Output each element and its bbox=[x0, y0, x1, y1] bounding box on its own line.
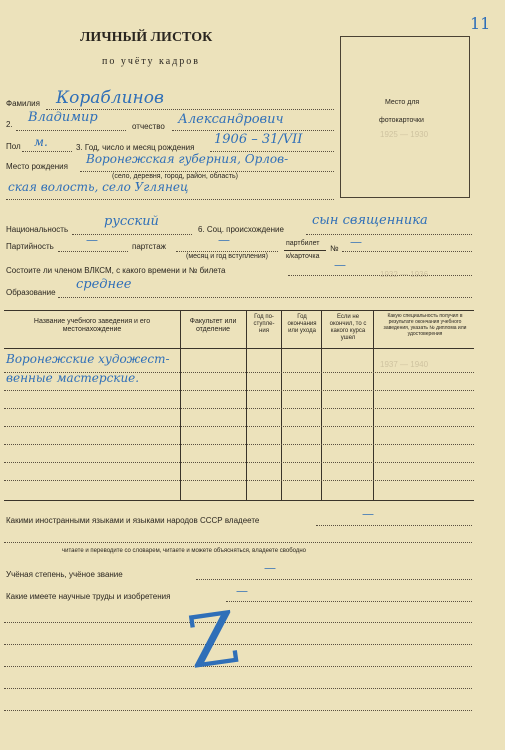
works-label: Какие имеете научные труды и изобретения bbox=[6, 592, 171, 601]
patronymic-label: отчество bbox=[132, 122, 165, 131]
table-top-border bbox=[4, 310, 474, 311]
bleed-through-text: 1932 — 1936 bbox=[380, 270, 429, 279]
bleed-through-text: 1925 — 1930 bbox=[380, 130, 429, 139]
languages-hint: читаете и переводите со словарем, читаете и можете объясняться, владеете свободно bbox=[62, 548, 306, 554]
surname-value: Кораблинов bbox=[56, 88, 164, 108]
table-cell-school-1: Воронежские художест- bbox=[6, 352, 170, 366]
party-card-label: партбилет bbox=[286, 240, 320, 247]
table-row-line bbox=[4, 444, 474, 445]
vlksm-line bbox=[288, 275, 472, 276]
sex-value: м. bbox=[34, 135, 48, 149]
photo-label: фотокарточки bbox=[379, 117, 424, 124]
degree-line bbox=[196, 579, 472, 580]
party-tenure-label: партстаж bbox=[132, 242, 167, 251]
education-value: среднее bbox=[76, 277, 132, 292]
page-number-mark: 11 bbox=[470, 14, 491, 33]
nationality-label: Национальность bbox=[6, 225, 69, 234]
table-col-divider bbox=[281, 310, 282, 500]
vlksm-value: — bbox=[334, 258, 346, 272]
table-header-year-out: Год окончания или ухода bbox=[287, 314, 317, 334]
education-line bbox=[58, 297, 472, 298]
party-value: — bbox=[86, 233, 98, 247]
cancel-flourish: Z bbox=[182, 594, 244, 686]
languages-label: Какими иностранными языками и языками народов СССР владеете bbox=[6, 516, 260, 525]
table-header-faculty: Факультет или отделение bbox=[189, 318, 237, 333]
works-line-2 bbox=[4, 622, 472, 623]
table-cell-school-2: венные мастерские. bbox=[6, 371, 140, 385]
surname-label: Фамилия bbox=[6, 99, 40, 108]
form-subtitle: по учёту кадров bbox=[102, 56, 201, 67]
degree-label: Учёная степень, учёное звание bbox=[6, 570, 123, 579]
table-header-border bbox=[4, 348, 474, 349]
patronymic-line bbox=[172, 130, 334, 131]
table-col-divider bbox=[373, 310, 374, 500]
party-card-number-sign: № bbox=[330, 244, 339, 253]
party-label: Партийность bbox=[6, 242, 54, 251]
works-line bbox=[226, 601, 472, 602]
table-bottom-border bbox=[4, 500, 474, 501]
table-row-line bbox=[4, 462, 474, 463]
works-line-6 bbox=[4, 710, 472, 711]
table-row-line bbox=[4, 390, 474, 391]
bleed-through-text: 1937 — 1940 bbox=[380, 360, 429, 369]
party-tenure-value: — bbox=[218, 233, 230, 247]
vlksm-label: Состоите ли членом ВЛКСМ, с какого времени и № билета bbox=[6, 266, 226, 275]
sex-label: Пол bbox=[6, 142, 21, 151]
party-card-divider bbox=[284, 250, 326, 251]
party-tenure-line bbox=[176, 251, 278, 252]
birth-place-line bbox=[80, 171, 334, 172]
name-value: Владимир bbox=[28, 110, 98, 125]
languages-line-2 bbox=[4, 542, 472, 543]
table-row-line bbox=[4, 480, 474, 481]
table-col-divider bbox=[246, 310, 247, 500]
birth-place-hint: (село, деревня, город, район, область) bbox=[112, 173, 238, 180]
languages-value: — bbox=[362, 507, 374, 521]
birth-place-value-1: Воронежская губерния, Орлов- bbox=[86, 152, 289, 166]
table-col-divider bbox=[321, 310, 322, 500]
social-origin-line bbox=[306, 234, 472, 235]
name-label: 2. bbox=[6, 120, 13, 129]
photo-label: Место для bbox=[385, 99, 420, 106]
birth-place-value-2: ская волость, село Углянец bbox=[8, 180, 189, 194]
table-header-specialty: Какую специальность получил в результате окончания учебного заведения, указать № диплома или удостоверения bbox=[383, 313, 467, 337]
birth-place-line-2 bbox=[6, 199, 334, 200]
table-header-school: Название учебного заведения и его местонахождение bbox=[33, 318, 151, 333]
languages-line bbox=[316, 525, 472, 526]
patronymic-value: Александрович bbox=[178, 112, 284, 127]
table-row-line bbox=[4, 426, 474, 427]
table-header-not-finished: Если не окончил, то с какого курса ушел bbox=[329, 314, 367, 341]
works-value: — bbox=[236, 584, 248, 598]
sex-line bbox=[22, 151, 72, 152]
social-origin-value: сын священника bbox=[312, 213, 428, 228]
education-label: Образование bbox=[6, 288, 56, 297]
birth-place-label: Место рождения bbox=[6, 162, 68, 171]
degree-value: — bbox=[264, 561, 276, 575]
party-line bbox=[58, 251, 128, 252]
table-row-line bbox=[4, 408, 474, 409]
nationality-value: русский bbox=[104, 214, 159, 229]
party-card-value: — bbox=[350, 235, 362, 249]
table-col-divider bbox=[180, 310, 181, 500]
name-line bbox=[16, 130, 126, 131]
birth-date-value: 1906 – 31/VII bbox=[214, 132, 303, 147]
social-origin-label: 6. Соц. происхождение bbox=[198, 225, 284, 234]
party-card-line bbox=[342, 251, 472, 252]
birth-date-label: 3. Год, число и месяц рождения bbox=[76, 143, 195, 152]
party-card-hint: к/карточка bbox=[286, 253, 320, 260]
table-header-year-in: Год по-ступле-ния bbox=[253, 314, 275, 334]
works-line-5 bbox=[4, 688, 472, 689]
party-tenure-hint: (месяц и год вступления) bbox=[186, 253, 268, 260]
photo-placeholder bbox=[340, 36, 470, 198]
form-title: ЛИЧНЫЙ ЛИСТОК bbox=[80, 30, 213, 45]
